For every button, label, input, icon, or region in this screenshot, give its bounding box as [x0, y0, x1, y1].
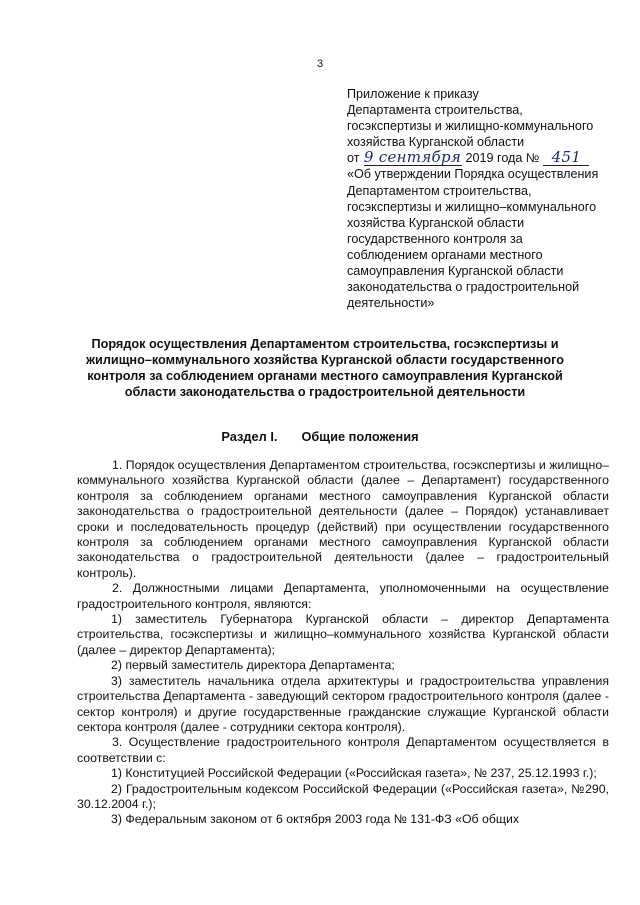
list-item: 3) Федеральным законом от 6 октября 2003 года № 131-ФЗ «Об общих [111, 812, 519, 827]
order-title-line: деятельности» [347, 296, 435, 311]
appendix-line: Департамента строительства, [347, 103, 523, 118]
date-prefix: от [347, 151, 360, 166]
section-title: Общие положения [301, 429, 419, 444]
appendix-line: госэкспертизы и жилищно-коммунального [347, 119, 594, 134]
handwritten-date: 9 сентября [363, 148, 462, 167]
order-date-line [347, 150, 615, 166]
list-item: 2) первый заместитель директора Департамента; [111, 658, 395, 673]
document-title: Порядок осуществления Департаментом строительства, госэкспертизы и жилищно–коммунального хозяйства Курганской области государственного контроля за соблюдением органами местного самоуправления Курганской области законодательства о градостроительной деятельности [86, 337, 564, 399]
order-title-line: Департаментом строительства, [347, 183, 532, 198]
order-title-line: хозяйства Курганской области [347, 215, 525, 230]
appendix-block [347, 86, 615, 311]
order-title-line: законодательства о градостроительной [347, 280, 580, 295]
page-number: 3 [316, 58, 324, 70]
list-item: 2) Градостроительным кодексом Российской Федерации («Российская газета», №290, 30.12.2004 г.); [77, 781, 609, 811]
section-number: Раздел I. [221, 429, 278, 444]
order-title-line: государственного контроля за [347, 231, 523, 246]
body-text [77, 458, 609, 828]
year-text: 2019 года № [465, 151, 540, 166]
paragraph: 2. Должностными лицами Департамента, уполномоченными на осуществление градостроительного контроля, являются: [77, 581, 609, 611]
appendix-line: хозяйства Курганской области [347, 135, 525, 150]
order-title-line: «Об утверждении Порядка осуществления [347, 167, 599, 182]
order-title-line: соблюдением органами местного [347, 247, 543, 262]
list-item: 1) Конституцией Российской Федерации («Российская газета», № 237, 25.12.1993 г.); [111, 766, 597, 781]
handwritten-order-number: 451 [543, 150, 589, 166]
section-heading [0, 429, 640, 444]
list-item: 1) заместитель Губернатора Курганской области – директор Департамента строительства, госэкспертизы и жилищно–коммунального хозяйства Курганской области (далее – директор Департамента); [77, 612, 609, 657]
paragraph: 1. Порядок осуществления Департаментом строительства, госэкспертизы и жилищно–коммунального хозяйства Курганской области (далее – Департамент) государственного контроля за соблюдением органами местного самоуправления Курганской области законодательства о градостроительной деятельности (далее – Порядок) устанавливает сроки и последовательность процедур (действий) при осуществлении государственного контроля за соблюдением органами местного самоуправления Курганской области законодательства о градостроительной деятельности (далее – градостроительный контроль). [77, 458, 609, 580]
order-title-line: госэкспертизы и жилищно–коммунального [347, 199, 597, 214]
paragraph: 3. Осуществление градостроительного контроля Департаментом осуществляется в соответствии с: [77, 735, 609, 765]
order-title-line: самоуправления Курганской области [347, 264, 564, 279]
list-item: 3) заместитель начальника отдела архитектуры и градостроительства управления строительства Департамента - заведующий сектором градостроительного контроля (далее - сектор контроля) и другие государственные гражданские служащие Курганской области сектора контроля (далее - сотрудники сектора контроля). [77, 673, 609, 734]
appendix-line: Приложение к приказу [347, 87, 479, 101]
